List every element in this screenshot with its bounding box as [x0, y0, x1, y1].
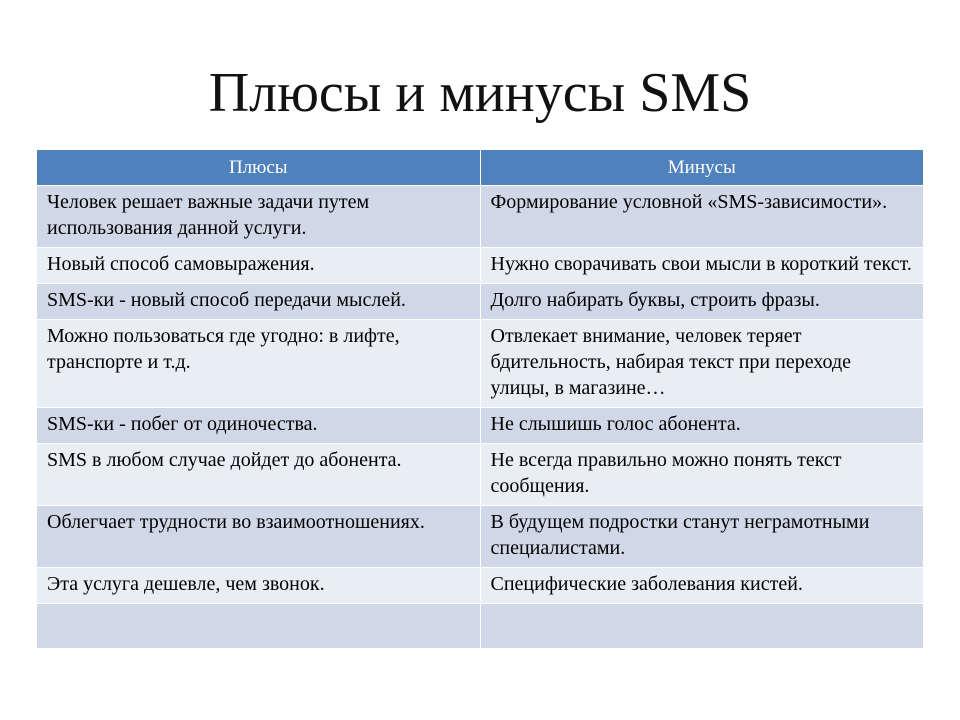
- empty-table-row: [37, 604, 923, 649]
- cons-cell: Отвлекает внимание, человек теряет бдительность, набирая текст при переходе улицы, в магазине…: [480, 320, 923, 408]
- page-title: Плюсы и минусы SMS: [208, 62, 752, 124]
- pros-cell: Человек решает важные задачи путем использования данной услуги.: [37, 186, 480, 248]
- pros-cell: Новый способ самовыражения.: [37, 248, 480, 284]
- empty-cell: [37, 604, 480, 649]
- table-row: [37, 186, 923, 248]
- header-cons: Минусы: [480, 150, 923, 186]
- table-row: [37, 248, 923, 284]
- empty-cell: [480, 604, 923, 649]
- cons-cell: Специфические заболевания кистей.: [480, 568, 923, 604]
- table-row: [37, 568, 923, 604]
- pros-cons-table: [37, 150, 923, 648]
- pros-cell: Можно пользоваться где угодно: в лифте, транспорте и т.д.: [37, 320, 480, 408]
- header-pros: Плюсы: [37, 150, 480, 186]
- cons-cell: Нужно сворачивать свои мысли в короткий текст.: [480, 248, 923, 284]
- table-row: [37, 320, 923, 408]
- pros-cell: Облегчает трудности во взаимоотношениях.: [37, 506, 480, 568]
- table-row: [37, 444, 923, 506]
- pros-cell: SMS-ки - новый способ передачи мыслей.: [37, 284, 480, 320]
- table-row: [37, 408, 923, 444]
- table-row: [37, 284, 923, 320]
- pros-cell: SMS-ки - побег от одиночества.: [37, 408, 480, 444]
- cons-cell: Формирование условной «SMS-зависимости».: [480, 186, 923, 248]
- cons-cell: В будущем подростки станут неграмотными специалистами.: [480, 506, 923, 568]
- cons-cell: Не слышишь голос абонента.: [480, 408, 923, 444]
- cons-cell: Долго набирать буквы, строить фразы.: [480, 284, 923, 320]
- table-header-row: [37, 150, 923, 186]
- table-row: [37, 506, 923, 568]
- pros-cell: Эта услуга дешевле, чем звонок.: [37, 568, 480, 604]
- cons-cell: Не всегда правильно можно понять текст сообщения.: [480, 444, 923, 506]
- pros-cell: SMS в любом случае дойдет до абонента.: [37, 444, 480, 506]
